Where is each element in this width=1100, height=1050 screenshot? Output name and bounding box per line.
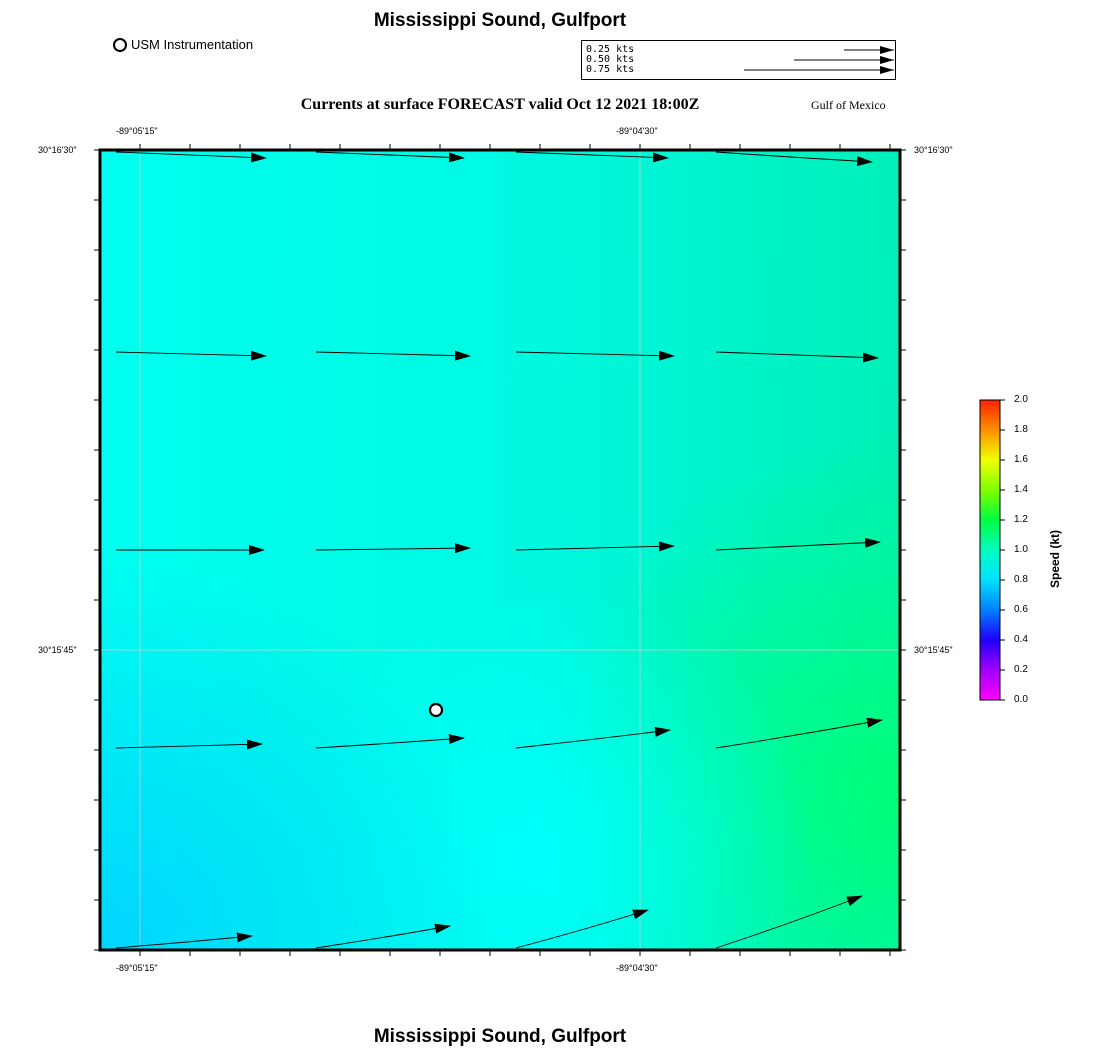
lon-label-top-1: -89°05'15" [116,126,158,136]
colorbar-tick-label: 0.8 [1014,574,1028,585]
map-title-bottom: Mississippi Sound, Gulfport [373,1026,627,1047]
lon-label-top-2: -89°04'30" [616,126,658,136]
lon-label-bottom-2: -89°04'30" [616,963,658,973]
colorbar-title: Speed (kt) [1048,529,1062,588]
colorbar-tick-label: 0.0 [1014,694,1028,705]
colorbar-tick-label: 1.6 [1014,454,1028,465]
speed-colorbar [980,400,1005,700]
scale-label-050: 0.50 kts [586,54,635,65]
region-label: Gulf of Mexico [811,98,886,112]
colorbar-tick-label: 2.0 [1014,394,1028,405]
instrument-site-marker [430,704,442,716]
colorbar-tick-label: 0.6 [1014,604,1028,615]
scale-label-025: 0.25 kts [586,44,635,55]
lon-label-bottom-1: -89°05'15" [116,963,158,973]
lat-label-left-1: 30°16'30" [38,145,77,155]
lat-label-right-1: 30°16'30" [914,145,953,155]
colorbar-tick-label: 1.8 [1014,424,1028,435]
lat-label-left-2: 30°15'45" [38,645,77,655]
forecast-subtitle: Currents at surface FORECAST valid Oct 12 2021 18:00Z [300,96,700,113]
map-title: Mississippi Sound, Gulfport [373,10,627,31]
colorbar-tick-label: 1.4 [1014,484,1028,495]
colorbar-ramp [980,400,1000,700]
lat-label-right-2: 30°15'45" [914,645,953,655]
colorbar-tick-label: 1.2 [1014,514,1028,525]
colorbar-tick-label: 0.4 [1014,634,1028,645]
instrument-legend-label: USM Instrumentation [131,37,254,52]
scale-label-075: 0.75 kts [586,64,635,75]
colorbar-tick-label: 1.0 [1014,544,1028,555]
colorbar-tick-label: 0.2 [1014,664,1028,675]
